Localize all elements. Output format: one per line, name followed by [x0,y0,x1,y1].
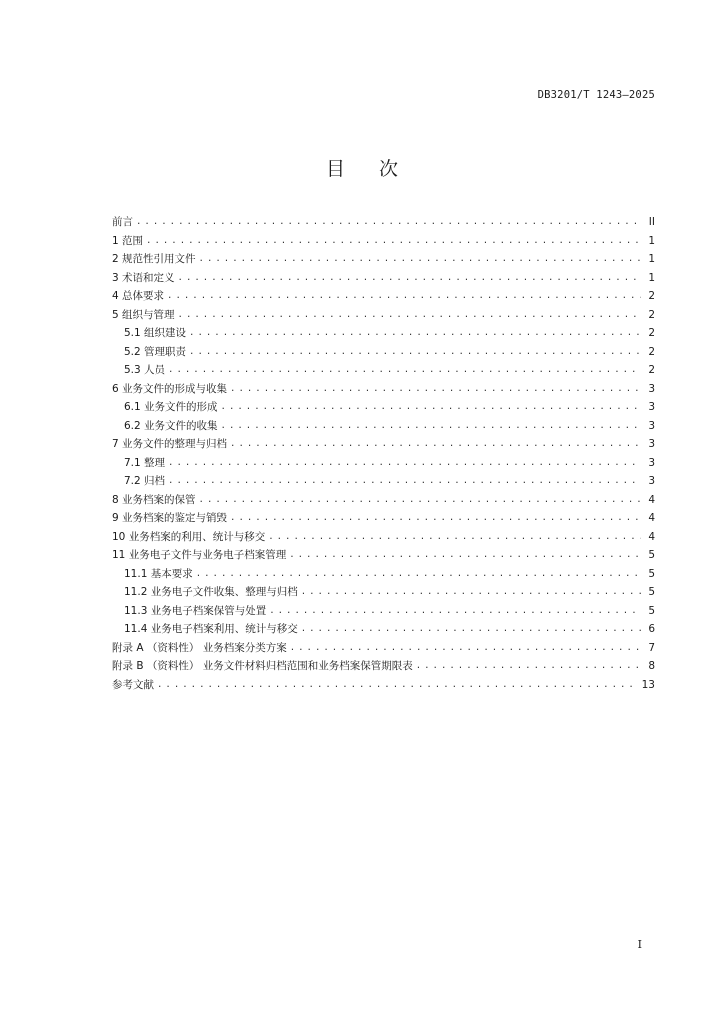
toc-entry-label: 4 总体要求 [112,290,165,302]
toc-entry-label: 6 业务文件的形成与收集 [112,382,228,395]
toc-entry-label: 8 业务档案的保管 [112,493,196,506]
toc-entry-page: 3 [648,401,655,413]
toc-entry-page: 2 [648,290,655,302]
toc-dot-leader [301,620,641,639]
toc-entry[interactable] [112,657,655,676]
toc-entry[interactable] [112,361,655,380]
toc-dot-leader [268,528,641,547]
toc-entry-label: 6.1 业务文件的形成 [124,401,218,413]
page-number: I [637,938,642,951]
toc-entry-label: 11.1 基本要求 [124,567,193,580]
toc-entry-page: 3 [648,456,655,469]
toc-dot-leader [199,250,641,269]
toc-entry-page: 5 [648,567,655,580]
toc-entry[interactable] [112,232,655,251]
toc-entry-label: 9 业务档案的鉴定与销毁 [112,512,228,524]
toc-entry-page: 5 [648,586,655,598]
toc-dot-leader [146,232,641,251]
toc-entry-page: 2 [648,308,655,321]
toc-entry-label: 前言 [112,216,133,228]
toc-entry[interactable] [112,639,655,658]
toc-entry-label: 5 组织与管理 [112,308,175,321]
toc-entry-label: 6.2 业务文件的收集 [124,419,218,432]
toc-entry-page: 4 [648,493,655,506]
toc-entry-label: 1 范围 [112,234,144,247]
toc-entry-label: 11.2 业务电子文件收集、整理与归档 [124,586,298,598]
toc-dot-leader [196,565,641,584]
toc-dot-leader [230,509,641,528]
toc-entry[interactable] [112,454,655,473]
toc-entry-page: 1 [648,253,655,265]
toc-entry-label: 附录 B （资料性） 业务文件材料归档范围和业务档案保管期限表 [112,660,413,672]
toc-dot-leader [289,546,641,565]
toc-entry-page: 2 [648,327,655,339]
toc-entry[interactable] [112,435,655,454]
toc-dot-leader [178,269,641,288]
toc-entry-label: 2 规范性引用文件 [112,253,196,265]
toc-entry-page: 2 [648,364,655,376]
toc-entry-page: 6 [648,623,655,635]
toc-entry-label: 7.1 整理 [124,456,166,469]
toc-entry-page: II [648,216,655,228]
toc-dot-leader [269,602,641,621]
toc-entry[interactable] [112,343,655,362]
toc-entry[interactable] [112,472,655,491]
toc-entry[interactable] [112,269,655,288]
toc-entry-label: 5.1 组织建设 [124,327,187,339]
toc-entry[interactable] [112,528,655,547]
toc-entry[interactable] [112,602,655,621]
toc-dot-leader [290,639,641,658]
toc-entry-page: 4 [648,512,655,524]
toc-entry-label: 5.2 管理职责 [124,345,187,358]
toc-entry-page: 5 [648,604,655,617]
toc-entry-label: 11 业务电子文件与业务电子档案管理 [112,549,287,561]
toc-entry-page: 7 [648,641,655,654]
toc-entry-label: 5.3 人员 [124,364,166,376]
toc-entry[interactable] [112,213,655,232]
toc-dot-leader [136,213,641,232]
toc-dot-leader [221,398,641,417]
toc-entry-page: 5 [648,549,655,561]
toc-entry[interactable] [112,546,655,565]
toc-dot-leader [301,583,641,602]
toc-entry-page: 4 [648,530,655,543]
toc-entry[interactable] [112,583,655,602]
toc-entry[interactable] [112,398,655,417]
toc-dot-leader [168,454,641,473]
toc-dot-leader [189,324,641,343]
toc-entry[interactable] [112,380,655,399]
toc-entry-page: 3 [648,382,655,395]
toc-entry-page: 3 [648,438,655,450]
toc-entry-label: 3 术语和定义 [112,271,175,284]
toc-entry-page: 13 [641,678,655,691]
toc-entry-label: 11.3 业务电子档案保管与处置 [124,604,267,617]
toc-dot-leader [230,435,641,454]
toc-entry[interactable] [112,491,655,510]
toc-dot-leader [168,361,641,380]
toc-dot-leader [221,417,641,436]
toc-entry-page: 3 [648,419,655,432]
table-of-contents [112,213,655,694]
toc-entry-page: 3 [648,475,655,487]
toc-dot-leader [168,472,641,491]
toc-entry-label: 10 业务档案的利用、统计与移交 [112,530,266,543]
toc-entry-label: 附录 A （资料性） 业务档案分类方案 [112,641,287,654]
toc-dot-leader [230,380,641,399]
toc-entry[interactable] [112,509,655,528]
toc-dot-leader [189,343,641,362]
toc-entry-label: 7.2 归档 [124,475,166,487]
toc-entry-page: 2 [648,345,655,358]
toc-entry-label: 参考文献 [112,678,154,691]
toc-entry-page: 1 [648,234,655,247]
toc-heading: 目次 [325,158,432,180]
toc-dot-leader [157,676,636,695]
toc-entry[interactable] [112,417,655,436]
document-code: DB3201/T 1243—2025 [537,89,655,101]
toc-dot-leader [167,287,641,306]
toc-entry-page: 8 [648,660,655,672]
toc-dot-leader [416,657,641,676]
toc-entry[interactable] [112,565,655,584]
toc-dot-leader [178,306,641,325]
toc-entry[interactable] [112,676,655,695]
toc-entry-label: 7 业务文件的整理与归档 [112,438,228,450]
toc-dot-leader [199,491,641,510]
toc-entry[interactable] [112,287,655,306]
toc-entry[interactable] [112,306,655,325]
toc-entry-label: 11.4 业务电子档案利用、统计与移交 [124,623,298,635]
toc-entry[interactable] [112,324,655,343]
toc-entry[interactable] [112,620,655,639]
toc-entry-page: 1 [648,271,655,284]
toc-entry[interactable] [112,250,655,269]
